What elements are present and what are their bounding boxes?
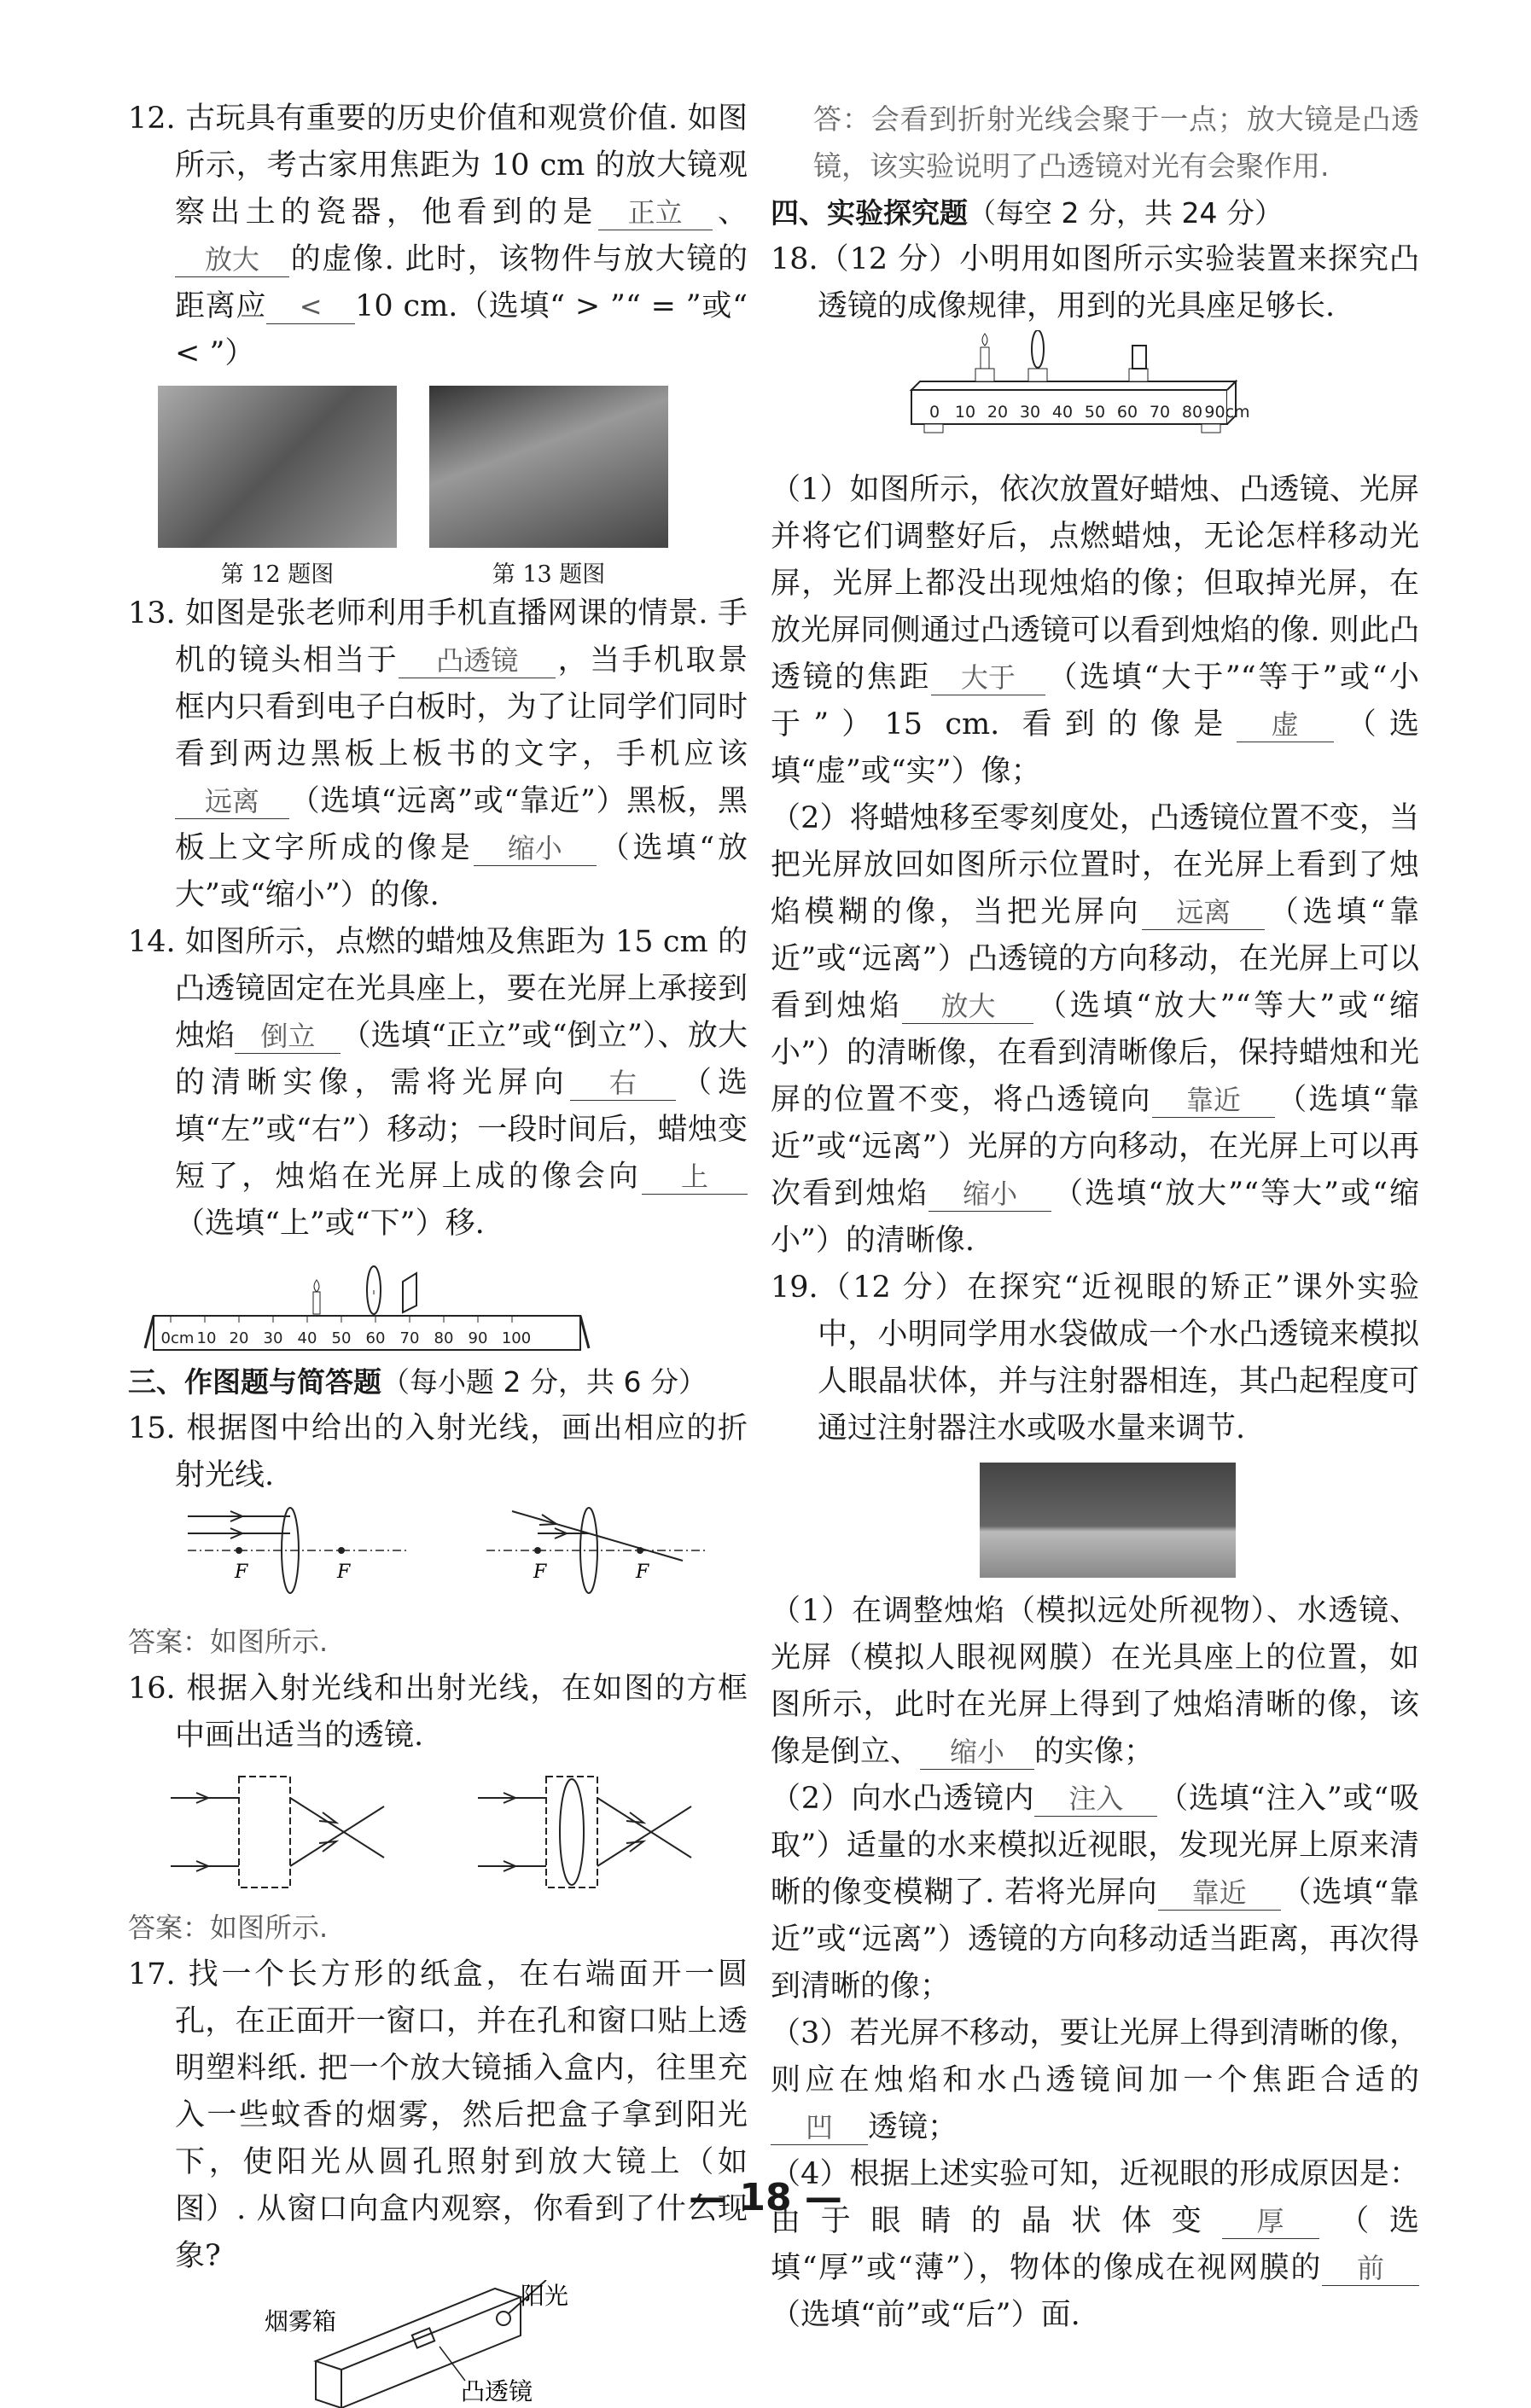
tick-label: 70 (399, 1329, 420, 1347)
flame-icon (982, 334, 987, 346)
convex-lens (1032, 330, 1044, 368)
optical-bench-14 (128, 1248, 748, 1358)
answer-blank: 正立 (598, 195, 713, 230)
screen-holder (1129, 369, 1148, 381)
focus-label: F (636, 1562, 649, 1583)
question-18: 18.（12 分）小明用如图所示实验装置来探究凸透镜的成像规律，用到的光具座足够长. (771, 242, 1419, 323)
section-3-heading: 三、作图题与简答题（每小题 2 分，共 6 分） (128, 1365, 707, 1399)
candle-holder (975, 369, 994, 381)
smoke-box-label: 烟雾箱 (265, 2307, 337, 2335)
focus-label: F (235, 1562, 248, 1583)
answer-blank: 远离 (1142, 895, 1265, 930)
tick-label: 0cm (160, 1329, 195, 1347)
tick-label: 10 (954, 403, 976, 422)
tick-label: 80 (434, 1329, 454, 1347)
question-13: 13. 如图是张老师利用手机直播网课的情景. 手机的镜头相当于 凸透镜 ，当手机取景框内只看到电子白板时，为了让同学们同时看到两边黑板上板书的文字，手机应该远离 （选填“远离”或“靠近”）黑板，黑板上文字所成的像是 缩小 （选填“放大”或“缩小”）的像. (128, 596, 748, 912)
tick-label: 40 (297, 1329, 317, 1347)
answer-15: 答案：如图所示. (128, 1626, 329, 1658)
box-right (478, 1777, 691, 1887)
lens-left (188, 1508, 410, 1593)
question-17: 17. 找一个长方形的纸盒，在右端面开一圆孔，在正面开一窗口，并在孔和窗口贴上透明塑料纸. 把一个放大镜插入盒内，往里充入一些蚊香的烟雾，然后把盒子拿到阳光下，使阳光从圆孔照射到放大镜上（如图）. 从窗口向盒内观察，你看到了什么现象? (128, 1957, 748, 2273)
tick-label: 50 (1084, 403, 1106, 422)
answer-blank: 虚 (1237, 707, 1334, 742)
tick-label: 70 (1149, 403, 1171, 422)
page-number: — 18 — (689, 2176, 842, 2219)
question-16: 16. 根据入射光线和出射光线，在如图的方框中画出适当的透镜. (128, 1672, 748, 1753)
photo-phone-livestream (429, 386, 668, 548)
tick-label: 60 (365, 1329, 386, 1347)
question-14: 14. 如图所示，点燃的蜡烛及焦距为 15 cm 的凸透镜固定在光具座上，要在光屏上承接到烛焰 倒立 （选填“正立”或“倒立”）、放大的清晰实像，需将光屏向 右 （选填“左”或“右”）移动；一段时间后，蜡烛变短了，烛焰在光屏上成的像会向 上（选填“上”或“下”）移. (128, 925, 748, 1241)
lens-label: 凸透镜 (461, 2377, 533, 2405)
answer-blank: 凹 (771, 2110, 868, 2145)
question-19-part-1: （1）在调整烛焰（模拟远处所视物）、水透镜、光屏（模拟人眼视网膜）在光具座上的位置，如图所示，此时在光屏上得到了烛焰清晰的像，该像是倒立、 缩小 的实像； (771, 1594, 1419, 1769)
photo-water-lens-setup (980, 1463, 1236, 1578)
answer-blank: 注入 (1034, 1782, 1157, 1817)
figures-12-13 (128, 386, 748, 590)
tick-label: 30 (263, 1329, 283, 1347)
sunlight-label: 阳光 (521, 2282, 569, 2310)
candle (313, 1292, 320, 1314)
left-column (128, 96, 748, 2408)
candle (981, 347, 989, 369)
question-19: 19.（12 分）在探究“近视眼的矫正”课外实验中，小明同学用水袋做成一个水凸透镜来模拟人眼晶状体，并与注射器相连，其凸起程度可通过注射器注水或吸水量来调节. (771, 1271, 1419, 1445)
tick-label: 20 (987, 403, 1009, 422)
tick-label: 10 (196, 1329, 217, 1347)
question-19-part-4: （4）根据上述实验可知，近视眼的形成原因是：由于眼睛的晶状体变 厚 （选填“厚”或“薄”），物体的像成在视网膜的 前（选填“前”或“后”）面. (771, 2157, 1419, 2332)
focus-label: F (337, 1562, 351, 1583)
focus-label: F (533, 1562, 547, 1583)
refraction-diagram-15 (128, 1499, 748, 1619)
answer-blank: 大于 (931, 660, 1045, 695)
answer-blank: 上 (642, 1160, 748, 1195)
answer-blank: 前 (1322, 2251, 1419, 2286)
answer-blank: 靠近 (1152, 1083, 1275, 1118)
answer-blank: 凸透镜 (399, 643, 556, 678)
optical-bench-18 (771, 330, 1419, 467)
question-15: 15. 根据图中给出的入射光线，画出相应的折射光线. (128, 1411, 748, 1492)
answer-blank: 厚 (1222, 2204, 1319, 2239)
smoke-box-diagram-17 (128, 2280, 748, 2408)
answer-blank: 远离 (175, 784, 289, 819)
lens-right (486, 1508, 708, 1593)
tick-label: 40 (1051, 403, 1074, 422)
question-19-part-3: （3）若光屏不移动，要让光屏上得到清晰的像，则应在烛焰和水凸透镜间加一个焦距合适的凹 透镜； (771, 2016, 1419, 2144)
answer-blank: < (266, 289, 355, 324)
light-screen (403, 1273, 416, 1312)
question-19-part-2: （2）向水凸透镜内 注入 （选填“注入”或“吸取”）适量的水来模拟近视眼，发现光屏上原来清晰的像变模糊了. 若将光屏向 靠近 （选填“靠近”或“远离”）透镜的方向移动适当距离，再次得到清晰的像； (771, 1782, 1419, 2004)
tick-label: 100 (501, 1329, 532, 1347)
answer-17: 答：会看到折射光线会聚于一点；放大镜是凸透镜，该实验说明了凸透镜对光有会聚作用. (813, 102, 1419, 183)
answer-blank: 缩小 (928, 1177, 1051, 1212)
tick-label: 30 (1019, 403, 1041, 422)
tick-label: 0 (928, 403, 940, 422)
question-18-part-2: （2）将蜡烛移至零刻度处，凸透镜位置不变，当把光屏放回如图所示位置时，在光屏上看到了烛焰模糊的像，当把光屏向 远离 （选填“靠近”或“远离”）凸透镜的方向移动，在光屏上可以看到烛焰 放大 （选填“放大”“等大”或“缩小”）的清晰像，在看到清晰像后，保持蜡烛和光屏的位置不变，将凸透镜向 靠近 （选填“靠近”或“远离”）光屏的方向移动，在光屏上可以再次看到烛焰 缩小 （选填“放大”“等大”或“缩小”）的清晰像. (771, 801, 1419, 1258)
tick-label: 50 (331, 1329, 352, 1347)
tick-label: 80 (1181, 403, 1203, 422)
answer-16: 答案：如图所示. (128, 1911, 329, 1944)
lens-box-diagram-16 (128, 1759, 748, 1905)
answer-blank: 缩小 (920, 1735, 1034, 1770)
tick-label: 20 (229, 1329, 249, 1347)
box-left (171, 1777, 384, 1887)
section-4-heading: 四、实验探究题（每空 2 分，共 24 分） (771, 196, 1283, 230)
flame-icon (314, 1280, 319, 1292)
answer-blank: 靠近 (1158, 1876, 1281, 1911)
caption-12: 第 12 题图 (220, 561, 335, 588)
tick-label: 90 (468, 1329, 488, 1347)
tick-label: 60 (1116, 403, 1138, 422)
tick-label: 90cm (1204, 403, 1250, 422)
light-screen (1132, 346, 1146, 369)
right-column (771, 96, 1419, 2339)
question-12: 12. 古玩具有重要的历史价值和观赏价值. 如图所示，考古家用焦距为 10 cm 的放大镜观察出土的瓷器，他看到的是 正立 、放大 的虚像. 此时，该物件与放大镜的距离应 < 10 cm.（选填“ > ”“ = ”或“ < ”） (128, 102, 748, 370)
answer-blank: 右 (570, 1066, 676, 1101)
photo-archaeologist (158, 386, 397, 548)
answer-blank: 倒立 (235, 1019, 341, 1054)
answer-blank: 放大 (175, 242, 289, 277)
lens-holder (1028, 369, 1047, 381)
question-18-part-1: （1）如图所示，依次放置好蜡烛、凸透镜、光屏并将它们调整好后，点燃蜡烛，无论怎样移动光屏，光屏上都没出现烛焰的像；但取掉光屏，在放光屏同侧通过凸透镜可以看到烛焰的像. 则此凸透镜的焦距 大于 （选填“大于”“等于”或“小于”）15 cm. 看到的像是 虚 （选填“虚”或“实”）像； (771, 473, 1419, 788)
answer-blank: 放大 (902, 989, 1033, 1024)
answer-blank: 缩小 (474, 831, 597, 866)
caption-13: 第 13 题图 (492, 561, 606, 588)
